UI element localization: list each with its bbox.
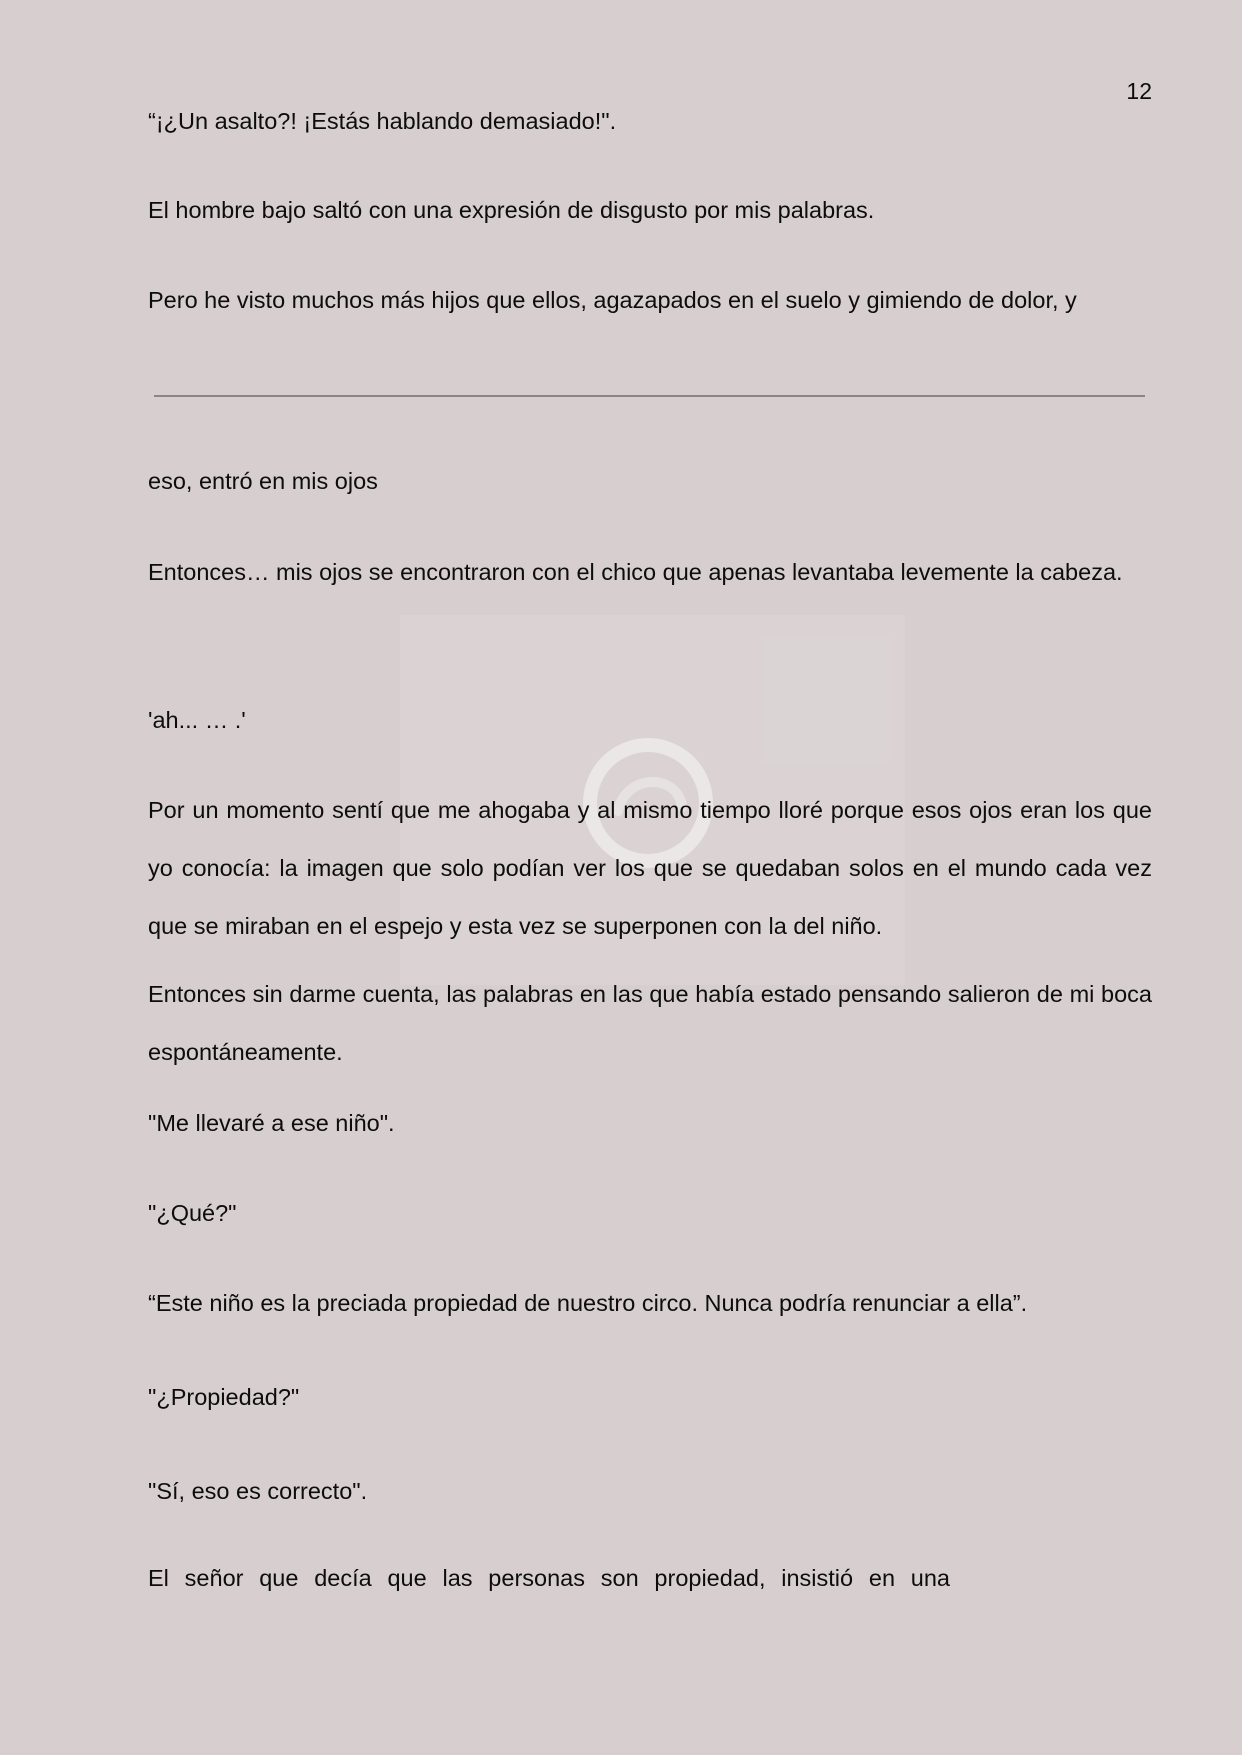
paragraph-14: El señor que decía que las personas son propiedad, insistió en una [148, 1565, 950, 1591]
paragraph-11: “Este niño es la preciada propiedad de nuestro circo. Nunca podría renunciar a ella”. [148, 1290, 1028, 1316]
paragraph-7: Por un momento sentí que me ahogaba y al mismo tiempo lloré porque esos ojos eran los que yo conocía: la imagen que solo podían ver los que se quedaban solos en el mundo cada vez que se miraban en el espejo y esta vez se superponen con la del niño. [148, 797, 1152, 939]
paragraph-6: 'ah... … .' [148, 707, 246, 733]
page-divider [154, 395, 1145, 397]
page-number: 12 [1126, 78, 1152, 104]
paragraph-4: eso, entró en mis ojos [148, 468, 378, 494]
paragraph-5: Entonces… mis ojos se encontraron con el chico que apenas levantaba levemente la cabeza. [148, 559, 1123, 585]
paragraph-10: "¿Qué?" [148, 1200, 237, 1226]
paragraph-3: Pero he visto muchos más hijos que ellos, agazapados en el suelo y gimiendo de dolor, y [148, 287, 1077, 313]
paragraph-1: “¡¿Un asalto?! ¡Estás hablando demasiado!". [148, 108, 617, 134]
paragraph-13: "Sí, eso es correcto". [148, 1478, 368, 1504]
paragraph-8: Entonces sin darme cuenta, las palabras en las que había estado pensando salieron de mi boca espontáneamente. [148, 981, 1152, 1065]
paragraph-2: El hombre bajo saltó con una expresión de disgusto por mis palabras. [148, 197, 875, 223]
paragraph-9: "Me llevaré a ese niño". [148, 1110, 395, 1136]
paragraph-12: "¿Propiedad?" [148, 1384, 300, 1410]
